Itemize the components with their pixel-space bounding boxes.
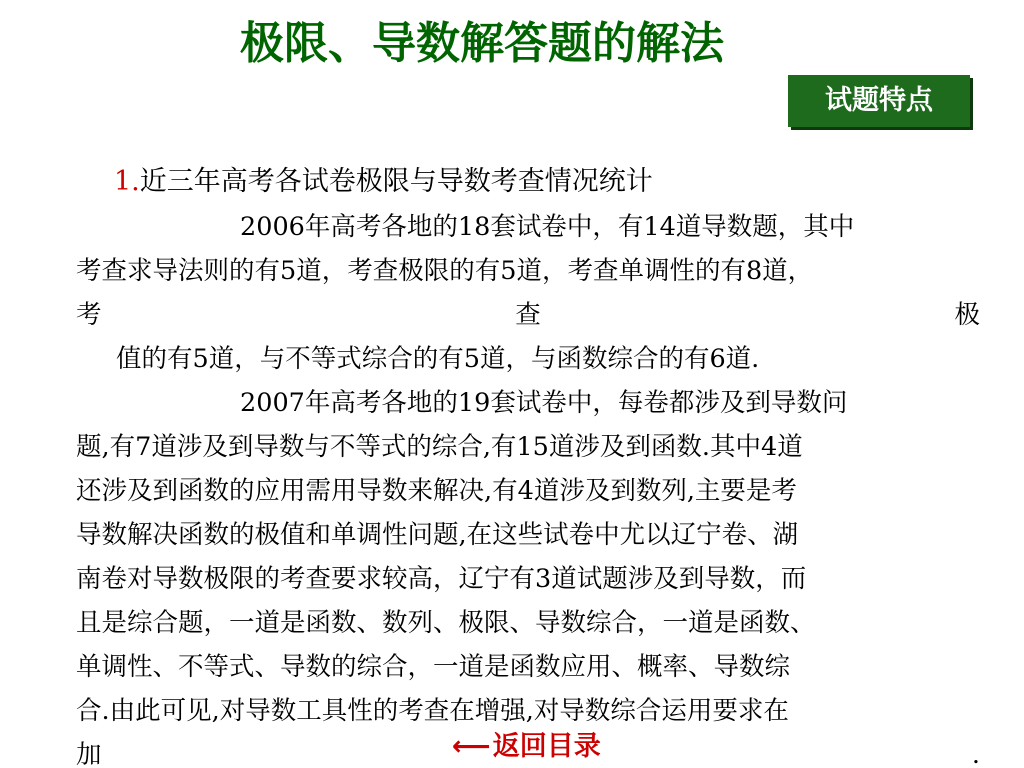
- back-link-label: 返回目录: [492, 731, 601, 762]
- body-text: [76, 205, 980, 768]
- body-char: 查: [515, 300, 541, 330]
- section-heading: [114, 162, 653, 202]
- body-line: 且是综合题，一道是函数、数列、极限、导数综合，一道是函数、: [76, 608, 816, 638]
- section-badge[interactable]: 试题特点: [788, 75, 970, 127]
- body-line: 题,有7道涉及到导数与不等式的综合,有15道涉及到函数.其中4道: [76, 432, 803, 462]
- back-to-contents-link[interactable]: [452, 727, 601, 767]
- body-line: 2006年高考各地的18套试卷中，有14道导数题，其中: [240, 212, 855, 242]
- body-char: 极: [954, 300, 980, 330]
- body-char: 考: [76, 300, 102, 330]
- body-line: 考查求导法则的有5道，考查极限的有5道，考查单调性的有8道，: [76, 256, 814, 286]
- body-line: 值的有5道，与不等式综合的有5道，与函数综合的有6道.: [116, 344, 760, 374]
- heading-number: 1.: [114, 166, 140, 197]
- left-arrow-icon: ⟵: [452, 731, 491, 762]
- page-title: 极限、导数解答题的解法: [240, 18, 724, 69]
- body-line: 还涉及到函数的应用需用导数来解决,有4道涉及到数列,主要是考: [76, 476, 797, 506]
- body-line-justified: [76, 293, 980, 337]
- heading-text: 近三年高考各试卷极限与导数考查情况统计: [139, 166, 653, 197]
- body-char: 加: [76, 740, 102, 768]
- body-line: 单调性、不等式、导数的综合，一道是函数应用、概率、导数综: [76, 652, 791, 682]
- body-line: 2007年高考各地的19套试卷中，每卷都涉及到导数问: [240, 388, 848, 418]
- body-line: 导数解决函数的极值和单调性问题,在这些试卷中尤以辽宁卷、湖: [76, 520, 799, 550]
- body-line: 合.由此可见,对导数工具性的考查在增强,对导数综合运用要求在: [76, 696, 789, 726]
- body-char: .: [971, 740, 980, 768]
- body-line: 南卷对导数极限的考查要求较高，辽宁有3道试题涉及到导数，而: [76, 564, 807, 594]
